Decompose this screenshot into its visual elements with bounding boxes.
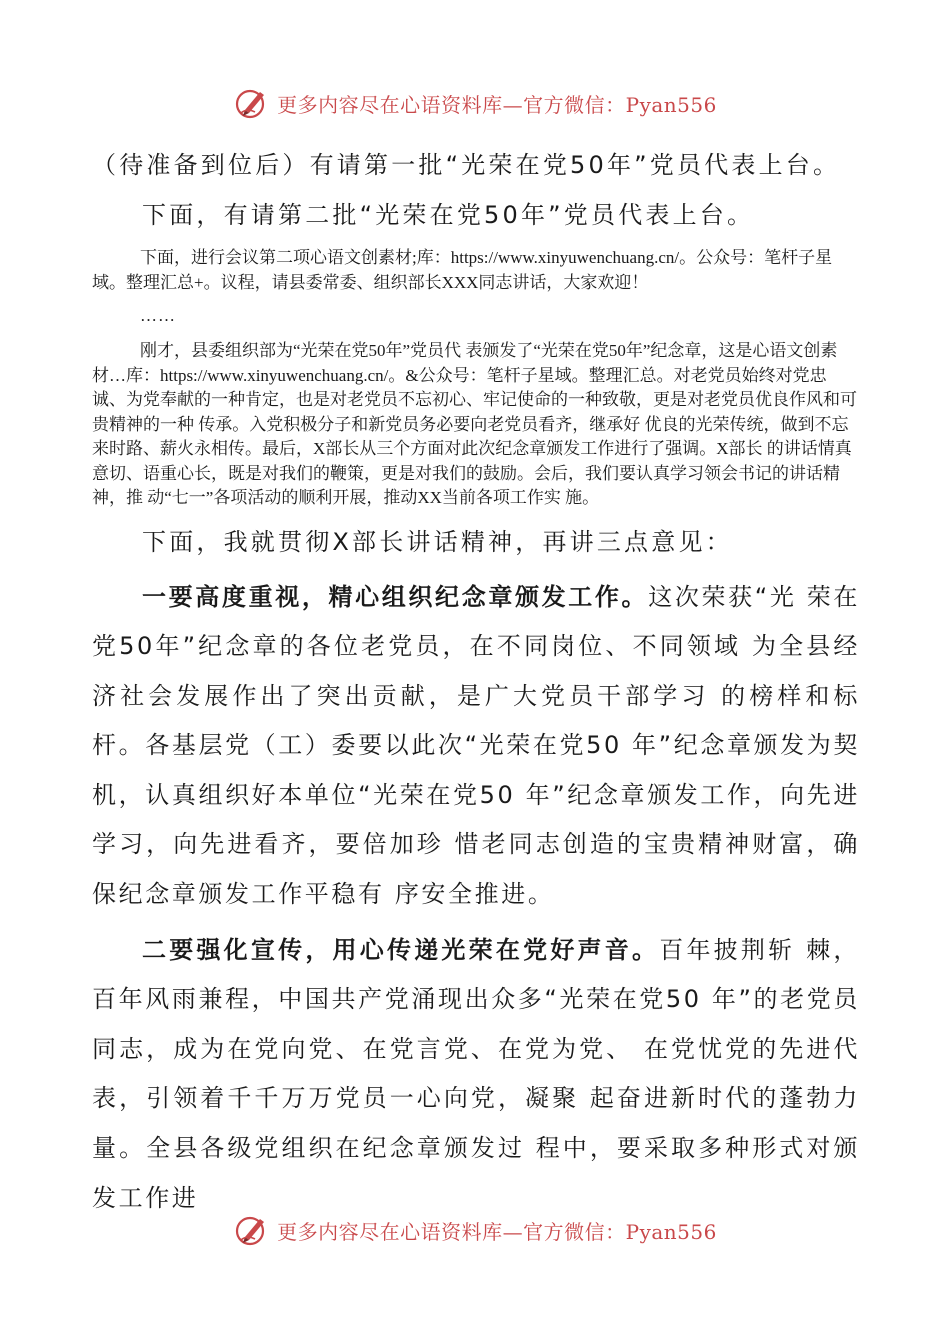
agenda-paragraph: 下面，进行会议第二项心语文创素材;库：https://www.xinyuwenchuang.cn/。公众号：笔杆子星域。整理汇总+。议程，请县委常委、组织部长XXX同志讲话，大家欢迎！ <box>92 248 833 292</box>
watermark-text: 更多内容尽在心语资料库—官方微信：Pyan556 <box>277 1219 717 1244</box>
point-1-paragraph <box>92 573 860 920</box>
point-1-heading: 一要高度重视，精心组织纪念章颁发工作。 <box>142 582 649 611</box>
pen-logo-icon <box>233 83 273 123</box>
intro-line: 下面，我就贯彻X部长讲话精神，再讲三点意见： <box>142 527 733 556</box>
line-first-batch: （待准备到位后）有请第一批“光荣在党50年”党员代表上台。 <box>92 151 841 179</box>
point-2-paragraph <box>92 926 860 1224</box>
point-2-body: 百年披荆斩 棘，百年风雨兼程，中国共产党涌现出众多“光荣在党50 年”的老党员同志，成为在党向党、在党言党、在党为党、 在党忧党的先进代表，引领着千千万万党员一心向党，凝聚 起奋进新时代的蓬勃力量。全县各级党组织在纪念章颁发过 程中，要采取多种形式对颁发工作进 <box>92 935 860 1212</box>
line-second-batch: 下面，有请第二批“光荣在党50年”党员代表上台。 <box>142 201 755 229</box>
point-2-heading: 二要强化宣传，用心传递光荣在党好声音。 <box>142 935 660 964</box>
pen-logo-icon <box>233 1210 273 1250</box>
watermark-banner-bottom <box>0 1207 950 1253</box>
summary-paragraph: 刚才，县委组织部为“光荣在党50年”党员代 表颁发了“光荣在党50年”纪念章，这是心语文创素材…库：https://www.xinyuwenchuang.cn/。&公众号：笔杆子星域。整理汇总。对老党员始终对党忠诚、为党奉献的一种肯定，也是对老党员不忘初心、牢记使命的一种致敬，更是对老党员优良作风和可贵精神的一种 传承。入党积极分子和新党员务必要向老党员看齐，继承好 优良的光荣传统，做到不忘来时路、薪火永相传。最后，X部长从三个方面对此次纪念章颁发工作进行了强调。X部长 的讲话情真意切、语重心长，既是对我们的鞭策，更是对我们的鼓励。会后，我们要认真学习领会书记的讲话精神，推 动“七一”各项活动的顺利开展，推动XX当前各项工作实 施。 <box>92 341 857 507</box>
point-1-body: 这次荣获“光 荣在党50年”纪念章的各位老党员，在不同岗位、不同领域 为全县经济社会发展作出了突出贡献，是广大党员干部学习 的榜样和标杆。各基层党（工）委要以此次“光荣在党50 年”纪念章颁发为契机，认真组织好本单位“光荣在党50 年”纪念章颁发工作，向先进学习，向先进看齐，要倍加珍 惜老同志创造的宝贵精神财富，确保纪念章颁发工作平稳有 序安全推进。 <box>92 582 860 909</box>
document-body <box>92 140 860 1223</box>
watermark-text: 更多内容尽在心语资料库—官方微信：Pyan556 <box>277 92 717 117</box>
ellipsis: …… <box>140 306 176 325</box>
watermark-banner-top <box>0 80 950 126</box>
